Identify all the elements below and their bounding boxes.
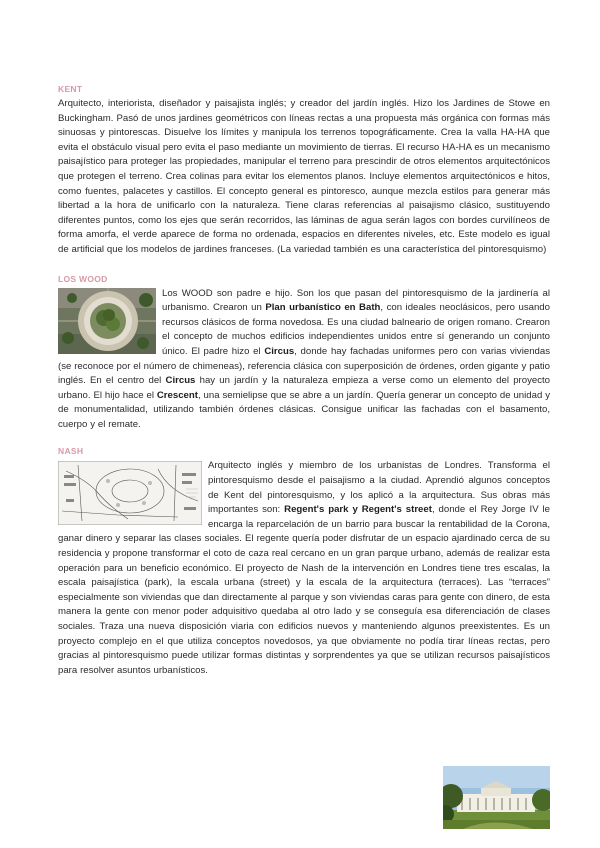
bold-regents-park-street: Regent's park y Regent's street (284, 504, 432, 516)
bold-plan-bath: Plan urbanístico en Bath (265, 302, 381, 314)
section-nash (58, 446, 550, 678)
heading-los-wood: LOS WOOD (58, 273, 108, 284)
regents-park-terrace-photo (443, 766, 550, 829)
bold-circus-2: Circus (165, 375, 196, 387)
bath-circus-aerial-image (58, 288, 156, 354)
heading-nash: NASH (58, 446, 84, 457)
bold-circus: Circus (264, 345, 295, 357)
bold-crescent: Crescent (156, 389, 198, 401)
section-kent (58, 84, 550, 258)
text-run: hay un jardín y la naturaleza empieza a verse como un elemento del proyecto urbano. El hijo hace el (58, 375, 550, 401)
text-run: , donde hay fachadas uniformes pero con varias viviendas (se reconoce por el número de chimeneas), referencia clásica con superposición de órdenes, orden gigante y patio inglés. En el centro del (58, 345, 551, 387)
text-run: Los WOOD son padre e hijo. Son los que pasan del pintoresquismo de la jardinería al urbanismo. Crearon un (162, 287, 550, 314)
regents-park-map-image (58, 461, 202, 525)
section-los-wood (58, 274, 550, 433)
text-run: , una semielipse que se abre a un jardín. Quería generar un concepto de unidad y de monumentalidad, utilizando también órdenes clásicas. Consigue unificar las fachadas con el basamento, cuerpo y el remate. (58, 389, 550, 430)
paragraph-kent: Arquitecto, interiorista, diseñador y paisajista inglés; y creador del jardín inglés. Hizo los Jardines de Stowe en Buckingham. Pasó de unos jardines geométricos con líneas rectas a una propuesta más orgánica con formas más sinuosas y pintorescas. Disuelve los límites y manipula los terrenos topográficamente. Crea la valla HA-HA que evita el obstáculo visual pero evita el paso mediante un movimiento de tierras. El recurso HA-HA es un mecanismo paisajístico para proteger las propiedades, manipular el terreno para prescindir de otros elementos arquitectónicos que protegen el terreno. Crea colinas para evitar los elementos planos. Incluye elementos arquitectónicos e hitos, como fuentes, palacetes y castillos. El concepto general es pintoresco, aunque mezcla estilos para generar más libertad a la hora de unificarlo con la naturaleza. Tiene claras referencias al paisajismo clásico, sustituyendo diferentes puntos, como los ejes que serán recorridos, las láminas de agua serán lagos con bordes curvilíneos de forma amorfa, el verde aparece de forma no ordenada, espacios en diferentes niveles, etc. Este modelo es igual de artificial que los modelos de jardines franceses. (La variedad también es una característica del pintoresquismo) (58, 98, 550, 255)
text-run: Arquitecto inglés y miembro de los urbanistas de Londres. Transforma el pintoresquismo desde el paisajismo a la ciudad. Aprendió algunos conceptos de Kent del pintoresquismo, y los aplicó a la arquitectura. Sus obras más importantes son: (208, 460, 550, 516)
text-run: , donde el Rey Jorge IV le encarga la reparcelación de un barrio para buscar la rentabilidad de la Corona, ganar dinero y separar las clases sociales. El regente quería poder disfrutar de un espacio ajardinado cerca de su residencia y propone transformar el coto de caza real cercano en un gran parque urbano, además de realizar esta operación para un beneficio económico. El proyecto de Nash de la intervención en Londres tiene tres escalas, la escala paisajística (park), la escala urbana (street) y la escala de la arquitectura (terraces). Las “terraces” especialmente son viviendas que dan directamente al parque y son viviendas caras para gente con dinero, de esta manera la gente con menor poder adquisitivo quedaba al otro lado y se conseguía esa diferenciación de clases sociales. Traza una nueva disposición viaria con edificios nuevos y manteniendo algunos preexistentes. Es un proyecto complejo en el que utiliza conceptos novedosos, ya que obviamente no podía tirar líneas rectas, pero gracias al pintoresquismo puede utilizar formas distintas y sorprendentes ya que se utilizan recursos paisajísticos para resolver asuntos urbanísticos. (58, 504, 550, 676)
document-page (58, 84, 550, 688)
text-run: , con ideales neoclásicos, pero usando recursos clásicos de forma novedosa. Es una ciudad balneario de origen romano. Crearon el concepto de muchos edificios independientes unidos entre sí generando un conjunto único. El padre hizo el (162, 302, 550, 357)
heading-kent: KENT (58, 84, 83, 94)
